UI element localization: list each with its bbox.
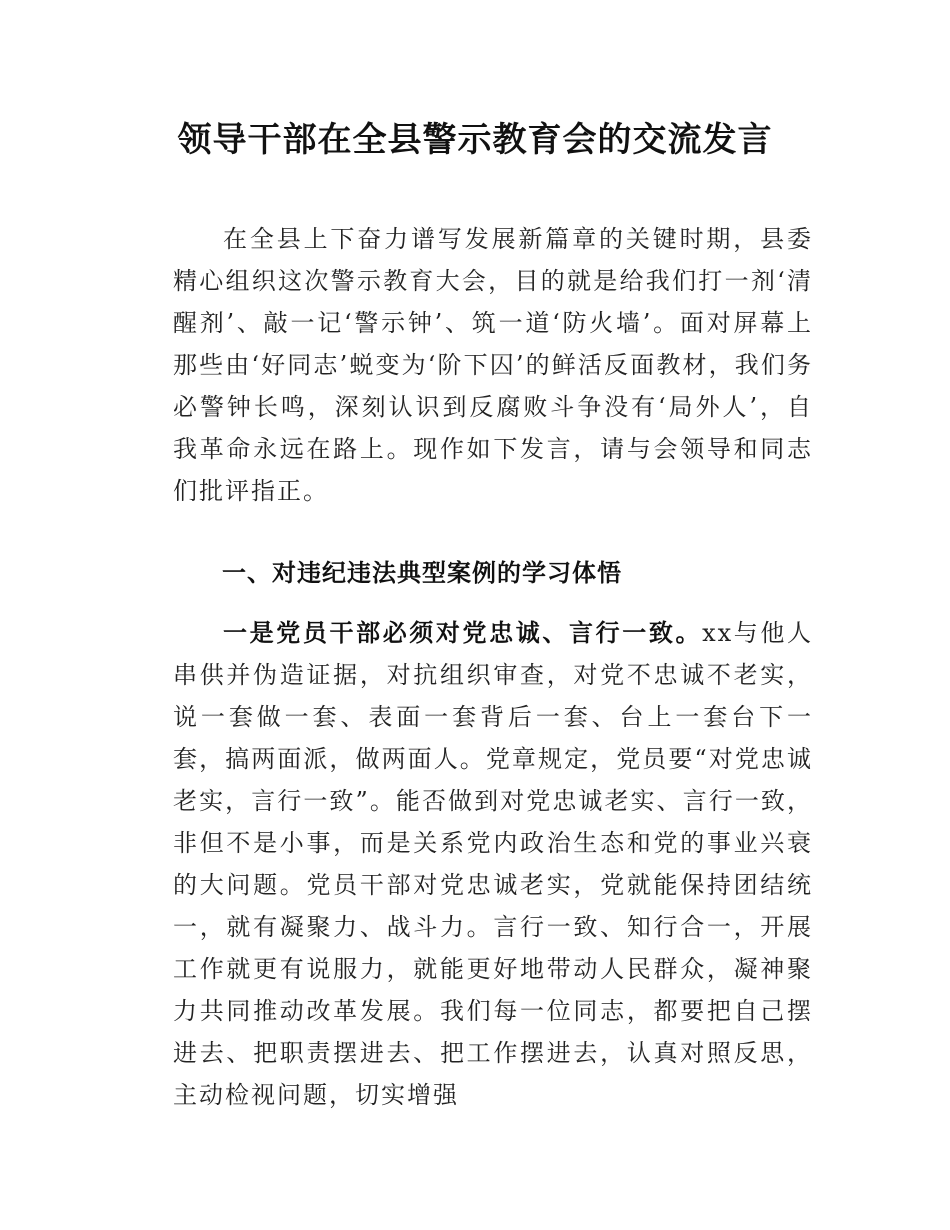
intro-paragraph: 在全县上下奋力谱写发展新篇章的关键时期，县委精心组织这次警示教育大会，目的就是给我们打一剂‘清醒剂’、敲一记‘警示钟’、筑一道‘防火墙’。面对屏幕上那些由‘好同志’蜕变为‘阶下囚’的鲜活反面教材，我们务必警钟长鸣，深刻认识到反腐败斗争没有‘局外人’，自我革命永远在路上。现作如下发言，请与会领导和同志们批评指正。 [173, 225, 813, 505]
point-body-text: xx与他人串供并伪造证据，对抗组织审查，对党不忠诚不老实，说一套做一套、表面一套背后一套、台上一套台下一套，搞两面派，做两面人。党章规定，党员要“对党忠诚老实，言行一致”。能否做到对党忠诚老实、言行一致，非但不是小事，而是关系党内政治生态和党的事业兴衰的大问题。党员干部对党忠诚老实，党就能保持团结统一，就有凝聚力、战斗力。言行一致、知行合一，开展工作就更有说服力，就能更好地带动人民群众，凝神聚力共同推动改革发展。我们每一位同志，都要把自己摆进去、把职责摆进去、把工作摆进去，认真对照反思，主动检视问题，切实增强 [173, 619, 813, 1109]
point-paragraph [173, 612, 813, 1116]
section-heading: 一、对违纪违法典型案例的学习体悟 [222, 559, 622, 587]
point-lead-sentence: 一是党员干部必须对党忠诚、言行一致。 [223, 619, 703, 647]
document-title: 领导干部在全县警示教育会的交流发言 [177, 120, 773, 160]
